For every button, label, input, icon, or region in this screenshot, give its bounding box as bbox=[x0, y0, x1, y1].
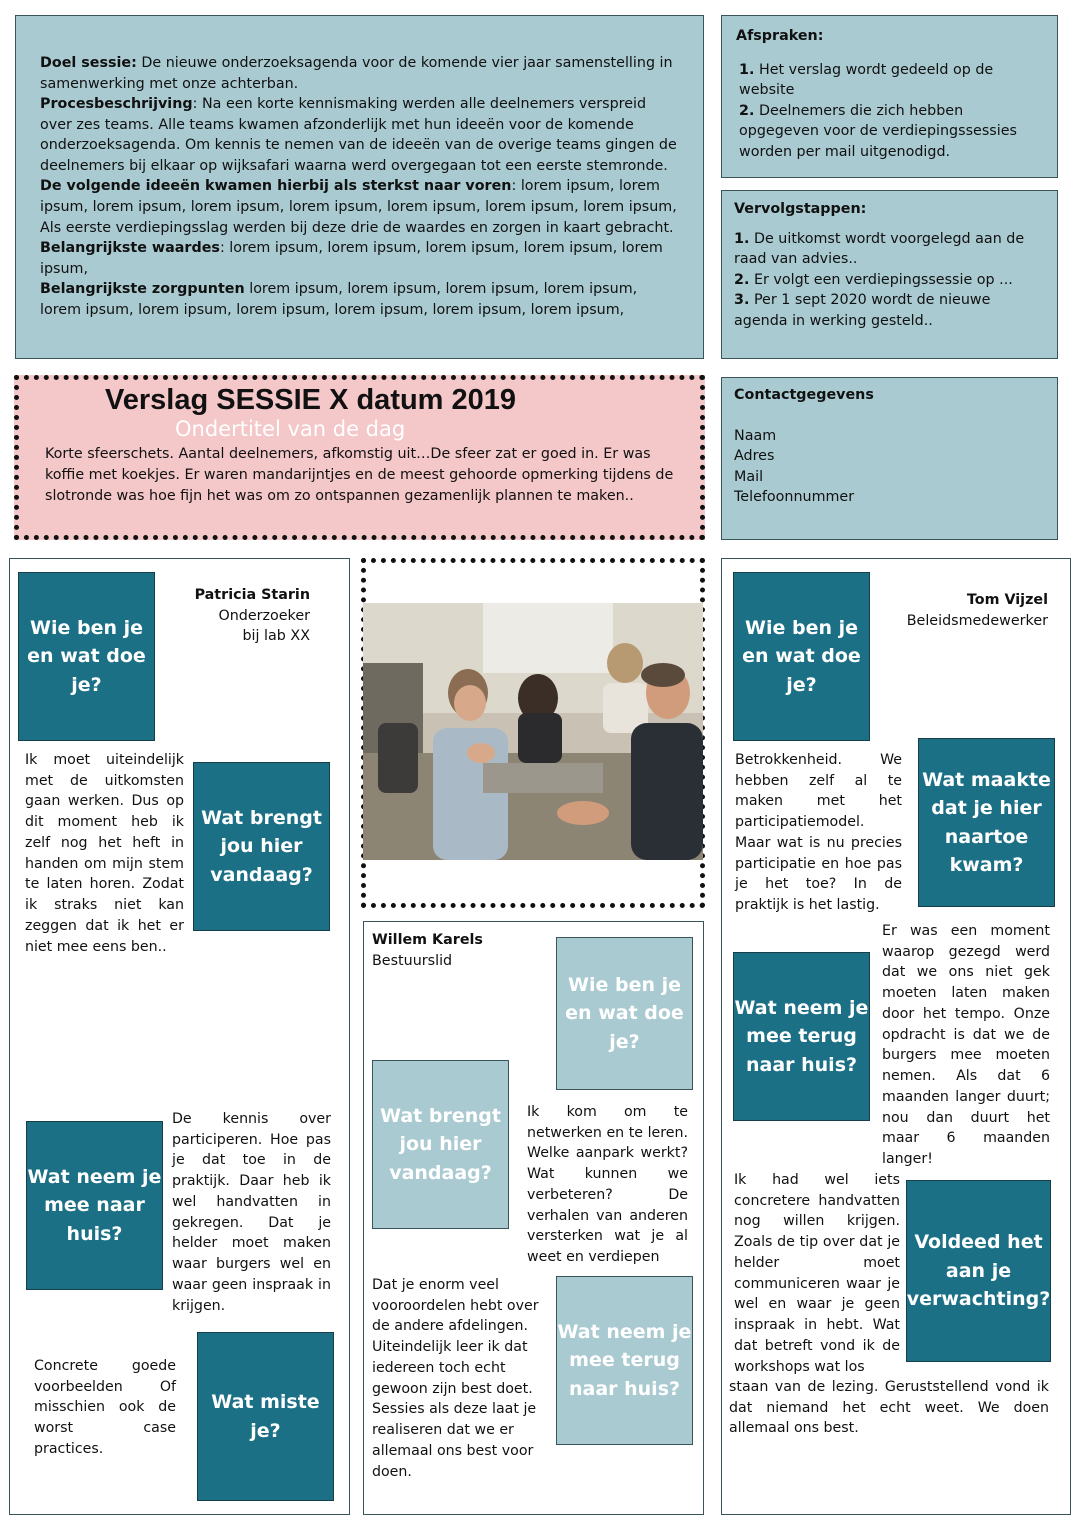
willem-role: Bestuurslid bbox=[372, 952, 453, 969]
question-why-came: Wat maakte dat je hier naartoe kwam? bbox=[918, 738, 1055, 907]
patricia-role: Onderzoeker bbox=[218, 607, 310, 624]
question-take-home: Wat neem je mee naar huis? bbox=[26, 1121, 163, 1290]
contact-phone: Telefoonnummer bbox=[734, 489, 855, 506]
question-who-are-you: Wie ben je en wat doe je? bbox=[18, 572, 155, 741]
values-text: : lorem ipsum, lorem ipsum, lorem ipsum, lorem ipsum, lorem ipsum, bbox=[40, 240, 663, 277]
patricia-org: bij lab XX bbox=[242, 628, 310, 645]
question-what-brings-you: Wat brengt jou hier vandaag? bbox=[193, 762, 330, 931]
tom-role: Beleidsmedewerker bbox=[906, 612, 1048, 629]
patricia-name-block bbox=[170, 585, 310, 647]
question-what-missed: Wat miste je? bbox=[197, 1332, 334, 1501]
question-expectation: Voldeed het aan je verwachting? bbox=[906, 1180, 1051, 1362]
values-label: Belangrijkste waardes bbox=[40, 240, 220, 257]
next-step-item: 1. De uitkomst wordt voorgelegd aan de raad van advies.. bbox=[734, 230, 1025, 268]
patricia-answer-take-home: De kennis over participeren. Hoe pas je dat toe in de praktijk. Daar heb ik wel handvatten in gekregen. Dat je helder moet maken waar burgers wel en waar geen inspraak in krijgen. bbox=[172, 1111, 331, 1314]
willem-answer-take-home: Dat je enorm veel vooroordelen hebt over de andere afdelingen. Uiteindelijk leer ik dat iedereen toch echt gewoon zijn best doet. Sessies als deze laat je realiseren dat we er allemaal ons best voor doen. bbox=[372, 1277, 539, 1480]
report-header-box bbox=[14, 375, 705, 540]
concerns-text: lorem ipsum, lorem ipsum, lorem ipsum, lorem ipsum, lorem ipsum, lorem ipsum, lorem ipsum, lorem ipsum, lorem ipsum, lorem ipsum, bbox=[40, 281, 638, 318]
contact-name: Naam bbox=[734, 427, 777, 444]
agreement-item: 2. Deelnemers die zich hebben opgegeven voor de verdiepingssessies worden per mail uitgenodigd. bbox=[739, 102, 1017, 160]
process-label: Procesbeschrijving bbox=[40, 96, 193, 113]
question-what-brings-you: Wat brengt jou hier vandaag? bbox=[372, 1060, 509, 1229]
contact-address: Adres bbox=[734, 448, 775, 465]
agreements-list bbox=[736, 60, 1043, 163]
tom-name-block bbox=[880, 590, 1048, 631]
next-steps-box bbox=[721, 190, 1058, 359]
process-text: : Na een korte kennismaking werden alle deelnemers verspreid over zes teams. Alle teams kwamen afzonderlijk met hun ideeën voor de komende onderzoeksagenda. Om kennis te nemen van de ideeën van de overige teams gingen de deelnemers bij elkaar op wijksafari waarna werd overgegaan tot een eerste stemronde. bbox=[40, 96, 677, 174]
photo-illustration bbox=[363, 603, 703, 860]
next-steps-title: Vervolgstappen: bbox=[734, 201, 867, 217]
session-summary-box bbox=[15, 15, 704, 359]
tom-answer-why-came: Betrokkenheid. We hebben zelf al te maken met het participatiemodel. Maar wat is nu precies participatie en hoe pas je het toe? In de praktijk is het lastig. bbox=[735, 752, 902, 914]
tom-name: Tom Vijzel bbox=[966, 592, 1048, 608]
concerns-label: Belangrijkste zorgpunten bbox=[40, 281, 245, 298]
contact-title: Contactgegevens bbox=[734, 387, 874, 403]
group-discussion-photo bbox=[363, 603, 703, 860]
next-step-item: 3. Per 1 sept 2020 wordt de nieuwe agenda in werking gesteld.. bbox=[734, 292, 991, 329]
ideas-label: De volgende ideeën kwamen hierbij als sterkst naar voren bbox=[40, 178, 512, 195]
tom-answer-expectation: Ik had wel iets concretere handvatten nog willen krijgen. Zoals de tip over dat je helder moet communiceren waar je wel en waar je geen inspraak in hebt. Wat dat betreft vond ik de workshops wat los bbox=[734, 1172, 900, 1375]
contact-mail: Mail bbox=[734, 468, 764, 485]
agreements-title: Afspraken: bbox=[736, 28, 824, 44]
patricia-name: Patricia Starin bbox=[194, 587, 310, 603]
goal-label: Doel sessie: bbox=[40, 55, 137, 71]
report-title: Verslag SESSIE X datum 2019 bbox=[105, 384, 517, 416]
tom-answer-expectation-cont: staan van de lezing. Geruststellend vond ik dat niemand het echt weet. We doen allemaal ons best. bbox=[729, 1379, 1049, 1437]
contact-box bbox=[721, 377, 1058, 540]
agreements-box bbox=[721, 15, 1058, 178]
agreement-item: 1. Het verslag wordt gedeeld op de website bbox=[739, 61, 994, 99]
question-who-are-you: Wie ben je en wat doe je? bbox=[556, 937, 693, 1090]
question-take-home: Wat neem je mee terug naar huis? bbox=[556, 1276, 693, 1445]
next-step-item: 2. Er volgt een verdiepingssessie op ... bbox=[734, 271, 1013, 288]
report-body: Korte sfeerschets. Aantal deelnemers, afkomstig uit…De sfeer zat er goed in. Er was koffie met koekjes. Er waren mandarijntjes en de meest gehoorde opmerking tijdens de slotronde was hoe fijn het was om zo ontspannen gezamenlijk plannen te maken.. bbox=[45, 446, 674, 504]
willem-answer-bring: Ik kom om te netwerken en te leren. Welke aanpark werkt? Wat kunnen we verbeteren? De verhalen van anderen versterken wat je al weet en verdiepen bbox=[527, 1104, 688, 1266]
patricia-answer-missed: Concrete goede voorbeelden Of misschien ook de worst case practices. bbox=[34, 1358, 176, 1457]
patricia-answer-bring: Ik moet uiteindelijk met de uitkomsten gaan werken. Dus op dit moment heb ik zelf nog het heft in handen om mijn stem te laten horen. Zodat ik straks niet kan zeggen dat ik het er niet mee eens ben.. bbox=[25, 752, 184, 955]
session-summary-text bbox=[40, 53, 679, 321]
tom-answer-take-home: Er was een moment waarop gezegd werd dat we ons niet gek moeten laten maken door het tempo. Onze opdracht is dat we de burgers mee moeten nemen. Als dat 6 maanden langer duurt; nou dan duurt het maar 6 maanden langer! bbox=[882, 923, 1050, 1168]
report-subtitle: Ondertitel van de dag bbox=[175, 417, 406, 442]
question-take-home: Wat neem je mee terug naar huis? bbox=[733, 952, 870, 1121]
willem-name: Willem Karels bbox=[372, 932, 483, 948]
willem-name-block bbox=[372, 930, 483, 971]
goal-text: De nieuwe onderzoeksagenda voor de komende vier jaar samenstelling in samenwerking met onze achterban. bbox=[40, 55, 673, 92]
question-who-are-you: Wie ben je en wat doe je? bbox=[733, 572, 870, 741]
ideas-text: : lorem ipsum, lorem ipsum, lorem ipsum, lorem ipsum, lorem ipsum, lorem ipsum, lorem ipsum, lorem ipsum, Als eerste verdiepingsslag werden bij deze drie de waardes en zorgen in kaart gebracht. bbox=[40, 178, 677, 236]
